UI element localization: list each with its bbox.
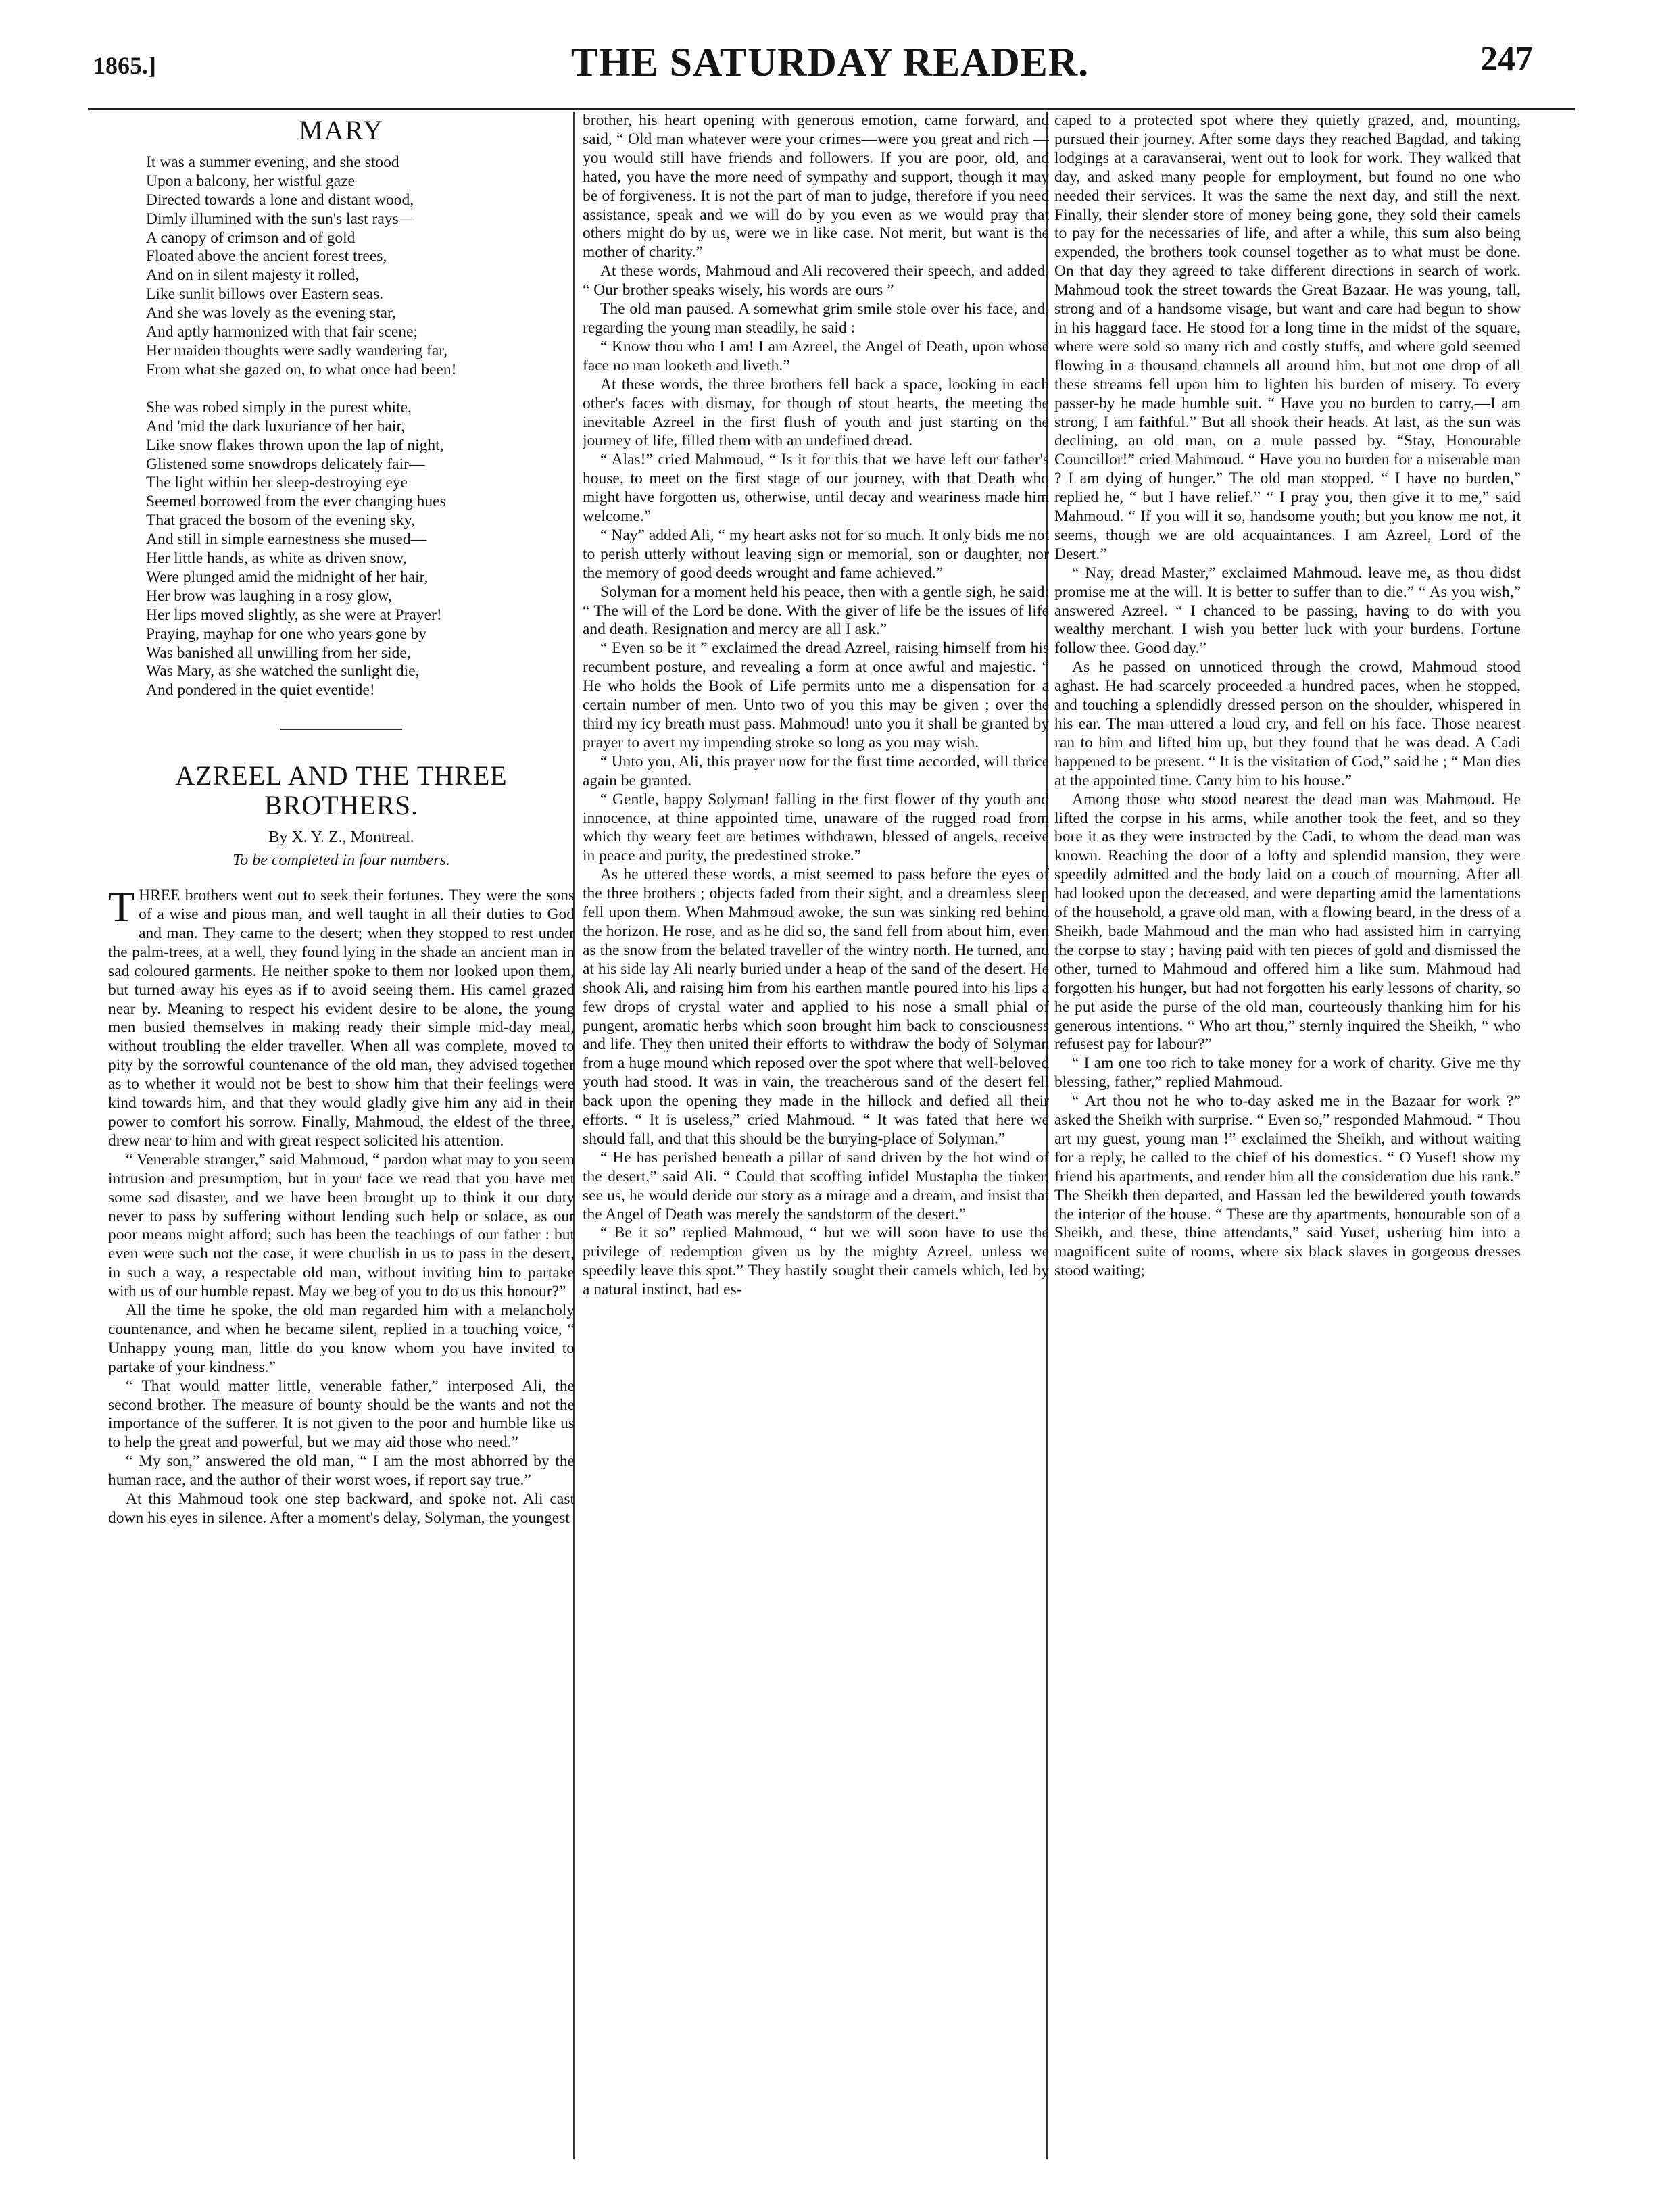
- poem-body: [108, 153, 575, 700]
- paragraph: “ Venerable stranger,” said Mahmoud, “ pardon what may to you seem intrusion and presumption, but in your face we read that you have met some sad disaster, and we have been brought up to think it our duty never to pass by suffering without lending such help or solace, as our poor means might afford; such has been the teachings of our father : but even were such not the case, it were churlish in us to pass in the desert, in such a way, a respectable old man, without inviting him to partake with us of our humble repast. May we beg of you to do us this honour?”: [108, 1150, 575, 1301]
- poem-line: Her brow was laughing in a rosy glow,: [146, 587, 392, 605]
- paragraph: “ Even so be it ” exclaimed the dread Azreel, raising himself from his recumbent posture, and revealing a form at once awful and majestic. “ He who holds the Book of Life permits unto me a dispensation for a certain number of men. Unto two of you this may be given ; over the third my icy breath must pass. Mahmoud! unto you it shall be granted by prayer to avert my impending stroke so long as you may wish.: [583, 639, 1049, 752]
- page-header: [0, 0, 1660, 118]
- paragraph: “ Know thou who I am! I am Azreel, the Angel of Death, upon whose face no man looketh and liveth.”: [583, 337, 1049, 374]
- publication-title: THE SATURDAY READER.: [570, 40, 1090, 84]
- poem-line: Her lips moved slightly, as she were at Prayer!: [146, 606, 442, 624]
- stanza-break: [146, 380, 575, 399]
- poem-line: And on in silent majesty it rolled,: [146, 266, 360, 285]
- paragraph: At these words, Mahmoud and Ali recovered their speech, and added, “ Our brother speaks wisely, his words are ours ”: [583, 262, 1049, 299]
- poem-title: MARY: [299, 115, 384, 145]
- poem-line: Her maiden thoughts were sadly wandering far,: [146, 341, 448, 360]
- column-1: [108, 112, 575, 2173]
- poem-line: Was banished all unwilling from her side,: [146, 643, 411, 662]
- drop-cap: T: [108, 883, 135, 931]
- issue-date: 1865.]: [93, 52, 156, 79]
- paragraph-text: HREE brothers went out to seek their fortunes. They were the sons of a wise and pious man, and well taught in all their duties to God and man. They came to the desert; when they stopped to rest under the palm-trees, at a well, they found lying in the shade an ancient man in sad coloured garments. He neither spoke to them nor looked upon them, but turned away his eyes as if to avoid seeing them. His camel grazed near by. Meaning to respect his evident desire to be alone, the young men busied themselves in making ready their simple mid-day meal, without troubling the elder traveller. When all was complete, moved to pity by the sorrowful countenance of the old man, they advised together as to whether it would not be best to show him that their feelings were kind towards him, and that they would gladly give him any aid in their power to comfort his sorrow. Finally, Mahmoud, the eldest of the three, drew near to him and with great respect solicited his attention.: [108, 887, 575, 1150]
- poem-line: Were plunged amid the midnight of her hair,: [146, 568, 429, 586]
- paragraph: “ My son,” answered the old man, “ I am the most abhorred by the human race, and the author of their worst woes, if report say true.”: [108, 1452, 575, 1490]
- column-3: [1054, 112, 1521, 2173]
- paragraph: “ He has perished beneath a pillar of sand driven by the hot wind of the desert,” said Ali. “ Could that scoffing infidel Mustapha the tinker, see us, he would deride our story as a mirage and a dream, and insist that the Angel of Death was merely the sandstorm of the desert.”: [583, 1148, 1049, 1223]
- paragraph: “ Alas!” cried Mahmoud, “ Is it for this that we have left our father's house, to meet on the first stage of our journey, with that Death who might have forgotten us, otherwise, until decay and weariness made him welcome.”: [583, 451, 1049, 526]
- poem-line: The light within her sleep-destroying eye: [146, 474, 408, 492]
- poem-line: From what she gazed on, to what once had been!: [146, 360, 457, 378]
- section-separator: [280, 729, 402, 730]
- paragraph: brother, his heart opening with generous emotion, came forward, and said, “ Old man whatever were your crimes—were you great and rich —you would still have friends and followers. If you are poor, old, and hated, you have the more need of sympathy and support, though it may be of forgiveness. It is not the part of man to judge, therefore if you need assistance, speak and we will do by you even as we would pray that others might do by us, were we in like case. Not merit, but want is the mother of charity.”: [583, 112, 1049, 262]
- paragraph: “ Gentle, happy Solyman! falling in the first flower of thy youth and innocence, at thine appointed time, unaware of the rugged road from which thy weary feet are betimes withdrawn, blessed of angels, receive in peace and purity, the predestined stroke.”: [583, 790, 1049, 865]
- poem-line: Floated above the ancient forest trees,: [146, 247, 387, 266]
- paragraph: “ Art thou not he who to-day asked me in the Bazaar for work ?” asked the Sheikh with surprise. “ Even so,” responded Mahmoud. “ Thou art my guest, young man !” exclaimed the Sheikh, and without waiting for a reply, he called to the chief of his domestics. “ O Yusef! show my friend his apartments, and render him all the consideration due his rank.” The Sheikh then departed, and Hassan led the bewildered youth towards the interior of the house. “ These are thy apartments, honourable son of a Sheikh, and these, thine attendants,” said Yusef, ushering him into a magnificent suite of rooms, where six black slaves in gorgeous dresses stood waiting;: [1054, 1092, 1521, 1280]
- poem-line: And aptly harmonized with that fair scene;: [146, 323, 418, 341]
- poem-line: Directed towards a lone and distant wood,: [146, 191, 414, 209]
- paragraph: As he uttered these words, a mist seemed to pass before the eyes of the three brothers ; objects faded from their sight, and a dreamless sleep fell upon them. When Mahmoud awoke, the sun was sinking red behind the horizon. He rose, and as he did so, the sand fell from about him, even as the snow from the belated traveller of the wintry north. He turned, and at his side lay Ali nearly buried under a heap of the sand of the desert. He shook Ali, and raising him from his earthen mantle poured into his lips a few drops of crystal water and applied to his nose a small phial of pungent, aromatic herbs which soon brought him back to consciousness and life. They then united their efforts to withdraw the body of Solyman from a huge mound which reposed over the spot where that well-beloved youth had stood. It was in vain, the treacherous sand of the desert fell back upon the opening they made in the hillock and defied all their efforts. “ It is useless,” cried Mahmoud. “ It was fated that here we should fall, and that this should be the burying-place of Solyman.”: [583, 866, 1049, 1148]
- poem-line: And 'mid the dark luxuriance of her hair,: [146, 417, 406, 435]
- paragraph: Among those who stood nearest the dead man was Mahmoud. He lifted the corpse in his arms, while another took the feet, and so they bore it as they were instructed by the Cadi, to whom the dead man was known. Reaching the door of a lofty and splendid mansion, they were speedily admitted and the body laid on a couch of mourning. After all had looked upon the deceased, and were departing amid the lamentations of the household, a grave old man, with a flowing beard, in the dress of a Sheikh, bade Mahmoud and the man who had assisted him in carrying the corpse to stay ; having paid with ten pieces of gold and dismissed the other, turned to Mahmoud and offered him a like sum. Mahmoud had forgotten his hunger, but had not forgotten his early lessons of charity, so he put aside the purse of the old man, courteously thanking him for his generous intentions. “ Who art thou,” sternly inquired the Sheikh, “ who refusest pay for labour?”: [1054, 790, 1521, 1054]
- poem-line: That graced the bosom of the evening sky,: [146, 512, 415, 530]
- paragraph: “ That would matter little, venerable father,” interposed Ali, the second brother. The measure of bounty should be the wants and not the importance of the sufferer. It is not given to the poor and humble like us to help the great and powerful, but we may aid those who need.”: [108, 1377, 575, 1452]
- page-number: 247: [1480, 40, 1533, 78]
- poem-line: And still in simple earnestness she mused—: [146, 531, 427, 549]
- column-2: [583, 112, 1049, 2173]
- poem-line: And pondered in the quiet eventide!: [146, 681, 375, 699]
- paragraph: “ I am one too rich to take money for a work of charity. Give me thy blessing, father,” replied Mahmoud.: [1054, 1054, 1521, 1091]
- paragraph: caped to a protected spot where they quietly grazed, and, mounting, pursued their journey. After some days they reached Bagdad, and taking lodgings at a caravanserai, went out to look for work. They walked that day, and asked many people for employment, but found no one who needed their services. It was the same the next day, and still the next. Finally, their slender store of money being gone, they sold their camels to pay for the necessaries of life, and after a while, this sum also being expended, the brothers took counsel together as to what must be done. On that day they agreed to take different directions in search of work. Mahmoud took the street towards the Great Bazaar. He was young, tall, strong and of a handsome visage, but want and care had begun to show in his haggard face. He stood for a long time in the midst of the square, where were sold so many rich and costly stuffs, and where gold seemed flowing in a thousand channels all around him, but not one drop of all these streams fell upon him to lighten his burden of misery. To every passer-by he made humble suit. “ Have you no burden to carry,—I am strong, I am faithful.” But all shook their heads. At last, as the sun was declining, an old man, on a mule passed by. “Stay, Honourable Councillor!” cried Mahmoud. “ Have you no burden for a miserable man ? I am dying of hunger.” The old man stopped. “ I have no burden,” replied he, “ but I have relief.” “ I pray you, then give it to me,” said Mahmoud. “ If you will it so, handsome youth; but you know me not, it seems, though we are old acquaintances. I am Azreel, Lord of the Desert.”: [1054, 112, 1521, 563]
- poem-line: Glistened some snowdrops delicately fair—: [146, 455, 425, 473]
- paragraph: All the time he spoke, the old man regarded him with a melancholy countenance, and when he became silent, replied in a touching voice, “ Unhappy young man, little do you know whom you have invited to partake of your kindness.”: [108, 1302, 575, 1376]
- paragraph: At these words, the three brothers fell back a space, looking in each other's faces with dismay, for though of stout hearts, the meeting the inevitable Azreel in the first flush of youth and just starting on the journey of life, filled them with an undefined dread.: [583, 375, 1049, 450]
- poem-line: She was robed simply in the purest white,: [146, 398, 412, 416]
- poem-line: Upon a balcony, her wistful gaze: [146, 172, 356, 190]
- story-byline: By X. Y. Z., Montreal.: [268, 829, 414, 847]
- poem-line: Like snow flakes thrown upon the lap of night,: [146, 436, 444, 454]
- paragraph: “ Nay, dread Master,” exclaimed Mahmoud. leave me, as thou didst promise me at the will. It is better to suffer than to die.” “ As you wish,” answered Azreel. “ I chanced to be passing, having to do with you wealthy merchant. I wish you better luck with your burdens. Fortune follow thee. Good day.”: [1054, 564, 1521, 658]
- poem-line: Was Mary, as she watched the sunlight die,: [146, 662, 420, 681]
- paragraph: As he passed on unnoticed through the crowd, Mahmoud stood aghast. He had scarcely proceeded a hundred paces, when he stopped, and touching a splendidly dressed person on the shoulder, whispered in his ear. The man uttered a loud cry, and fell on his face. Those nearest ran to him and lifted him up, but they found that he was dead. A Cadi happened to be present. “ It is the visitation of God,” said he ; “ Man dies at the appointed time. Carry him to his house.”: [1054, 658, 1521, 789]
- story-title: AZREEL AND THE THREE BROTHERS.: [175, 760, 508, 821]
- poem-line: Seemed borrowed from the ever changing hues: [146, 493, 446, 511]
- paragraph: “ Nay” added Ali, “ my heart asks not for so much. It only bids me not to perish utterly without leaving sign or memorial, son or daughter, nor the memory of good deeds wrought and fame achieved.”: [583, 526, 1049, 582]
- paragraph: The old man paused. A somewhat grim smile stole over his face, and, regarding the young man steadily, he said :: [583, 300, 1049, 337]
- paragraph: “ Be it so” replied Mahmoud, “ but we will soon have to use the privilege of redemption given us by the mighty Azreel, unless we speedily leave this spot.” They hastily sought their camels which, led by a natural instinct, had es-: [583, 1224, 1049, 1299]
- poem-line: Dimly illumined with the sun's last rays—: [146, 210, 415, 228]
- poem-line: A canopy of crimson and of gold: [146, 228, 356, 247]
- poem-line: It was a summer evening, and she stood: [146, 153, 399, 171]
- poem-line: And she was lovely as the evening star,: [146, 304, 396, 322]
- poem-line: Like sunlit billows over Eastern seas.: [146, 285, 384, 303]
- paragraph: Solyman for a moment held his peace, then with a gentle sigh, he said: “ The will of the Lord be done. With the giver of life be the issues of life and death. Resignation and mercy are all I ask.”: [583, 583, 1049, 639]
- header-rule: [88, 108, 1575, 110]
- paragraph: “ Unto you, Ali, this prayer now for the first time accorded, will thrice again be granted.: [583, 752, 1049, 789]
- paragraph: At this Mahmoud took one step backward, and spoke not. Ali cast down his eyes in silence. After a moment's delay, Solyman, the youngest: [108, 1490, 575, 1527]
- story-note: To be completed in four numbers.: [233, 852, 450, 870]
- poem-line: Praying, mayhap for one who years gone by: [146, 624, 427, 643]
- paragraph: [108, 883, 575, 1151]
- poem-line: Her little hands, as white as driven snow,: [146, 549, 407, 568]
